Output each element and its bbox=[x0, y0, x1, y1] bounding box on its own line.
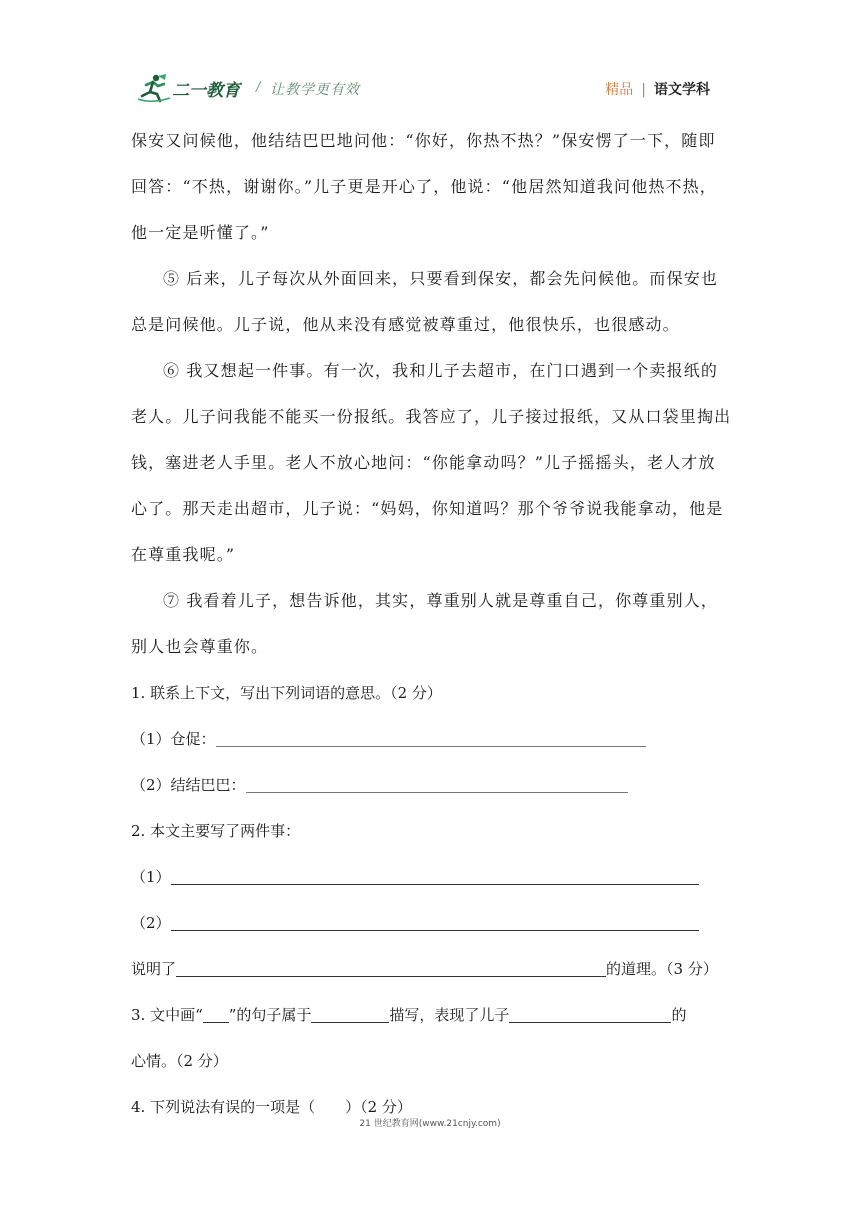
premium-label: 精品 bbox=[605, 82, 634, 98]
question-4: 4. 下列说法有误的一项是（ ）（2 分） bbox=[131, 1098, 412, 1116]
subject-tag bbox=[605, 79, 710, 99]
question-2-b bbox=[131, 900, 731, 946]
question-3-mid2: 描写，表现了儿子 bbox=[389, 1006, 510, 1024]
answer-blank[interactable] bbox=[509, 1021, 671, 1023]
logo-text: 二一教育 bbox=[172, 81, 240, 101]
passage-line: 老人。儿子问我能不能买一份报纸。我答应了，儿子接过报纸，又从口袋里掏出 bbox=[131, 407, 732, 426]
question-2-c-pre: 说明了 bbox=[131, 960, 177, 978]
answer-blank[interactable] bbox=[171, 929, 699, 931]
answer-blank[interactable] bbox=[216, 745, 646, 747]
underline-sample bbox=[203, 1021, 229, 1023]
question-1-a-label: （1）仓促： bbox=[131, 730, 216, 748]
question-2-a bbox=[131, 854, 731, 900]
question-3-pre: 3. 文中画“ bbox=[131, 1006, 203, 1024]
subject-label: 语文学科 bbox=[654, 82, 710, 98]
passage-line: 心了。那天走出超市，儿子说：“妈妈，你知道吗？那个爷爷说我能拿动，他是 bbox=[131, 499, 724, 518]
passage-line: 别人也会尊重你。 bbox=[131, 637, 269, 656]
question-3-cont: 心情。（2 分） bbox=[131, 1052, 228, 1070]
passage-line: 回答：“不热，谢谢你。”儿子更是开心了，他说：“他居然知道我问他热不热， bbox=[131, 177, 717, 196]
passage-line: 他一定是听懂了。” bbox=[131, 223, 270, 242]
tag-divider: | bbox=[641, 82, 646, 98]
answer-blank[interactable] bbox=[246, 791, 628, 793]
slogan-separator: / bbox=[256, 80, 261, 95]
document-body bbox=[131, 118, 731, 1130]
answer-blank[interactable] bbox=[311, 1021, 389, 1023]
question-3-post: 的 bbox=[671, 1006, 687, 1024]
question-2: 2. 本文主要写了两件事： bbox=[131, 822, 301, 840]
passage-line: 总是问候他。儿子说，他从来没有感觉被尊重过，他很快乐，也很感动。 bbox=[131, 315, 680, 334]
question-3 bbox=[131, 992, 731, 1038]
answer-blank[interactable] bbox=[171, 883, 699, 885]
question-1-a bbox=[131, 716, 731, 762]
page-footer: 21 世纪教育网(www.21cnjy.com) bbox=[359, 1119, 501, 1129]
question-2-b-label: （2） bbox=[131, 914, 171, 932]
question-3-mid1: ”的句子属于 bbox=[228, 1006, 312, 1024]
question-2-c bbox=[131, 946, 731, 992]
question-1-b-label: （2）结结巴巴： bbox=[131, 776, 246, 794]
paragraph-7-start: ⑦ 我看着儿子，想告诉他，其实，尊重别人就是尊重自己，你尊重别人， bbox=[163, 591, 719, 610]
slogan: 让教学更有效 bbox=[270, 82, 360, 98]
question-2-a-label: （1） bbox=[131, 868, 171, 886]
passage-line: 保安又问候他，他结结巴巴地问他：“你好，你热不热？”保安愣了一下，随即 bbox=[131, 131, 716, 150]
page-header bbox=[0, 0, 860, 110]
answer-blank[interactable] bbox=[176, 975, 606, 977]
passage-line: 钱，塞进老人手里。老人不放心地问：“你能拿动吗？”儿子摇摇头，老人才放 bbox=[131, 453, 716, 472]
question-2-c-post: 的道理。（3 分） bbox=[606, 960, 718, 978]
paragraph-6-start: ⑥ 我又想起一件事。有一次，我和儿子去超市，在门口遇到一个卖报纸的 bbox=[163, 361, 719, 380]
passage-line: 在尊重我呢。” bbox=[131, 545, 236, 564]
paragraph-5-start: ⑤ 后来，儿子每次从外面回来，只要看到保安，都会先问候他。而保安也 bbox=[163, 269, 719, 288]
question-1: 1. 联系上下文，写出下列词语的意思。（2 分） bbox=[131, 684, 442, 702]
question-1-b bbox=[131, 762, 731, 808]
